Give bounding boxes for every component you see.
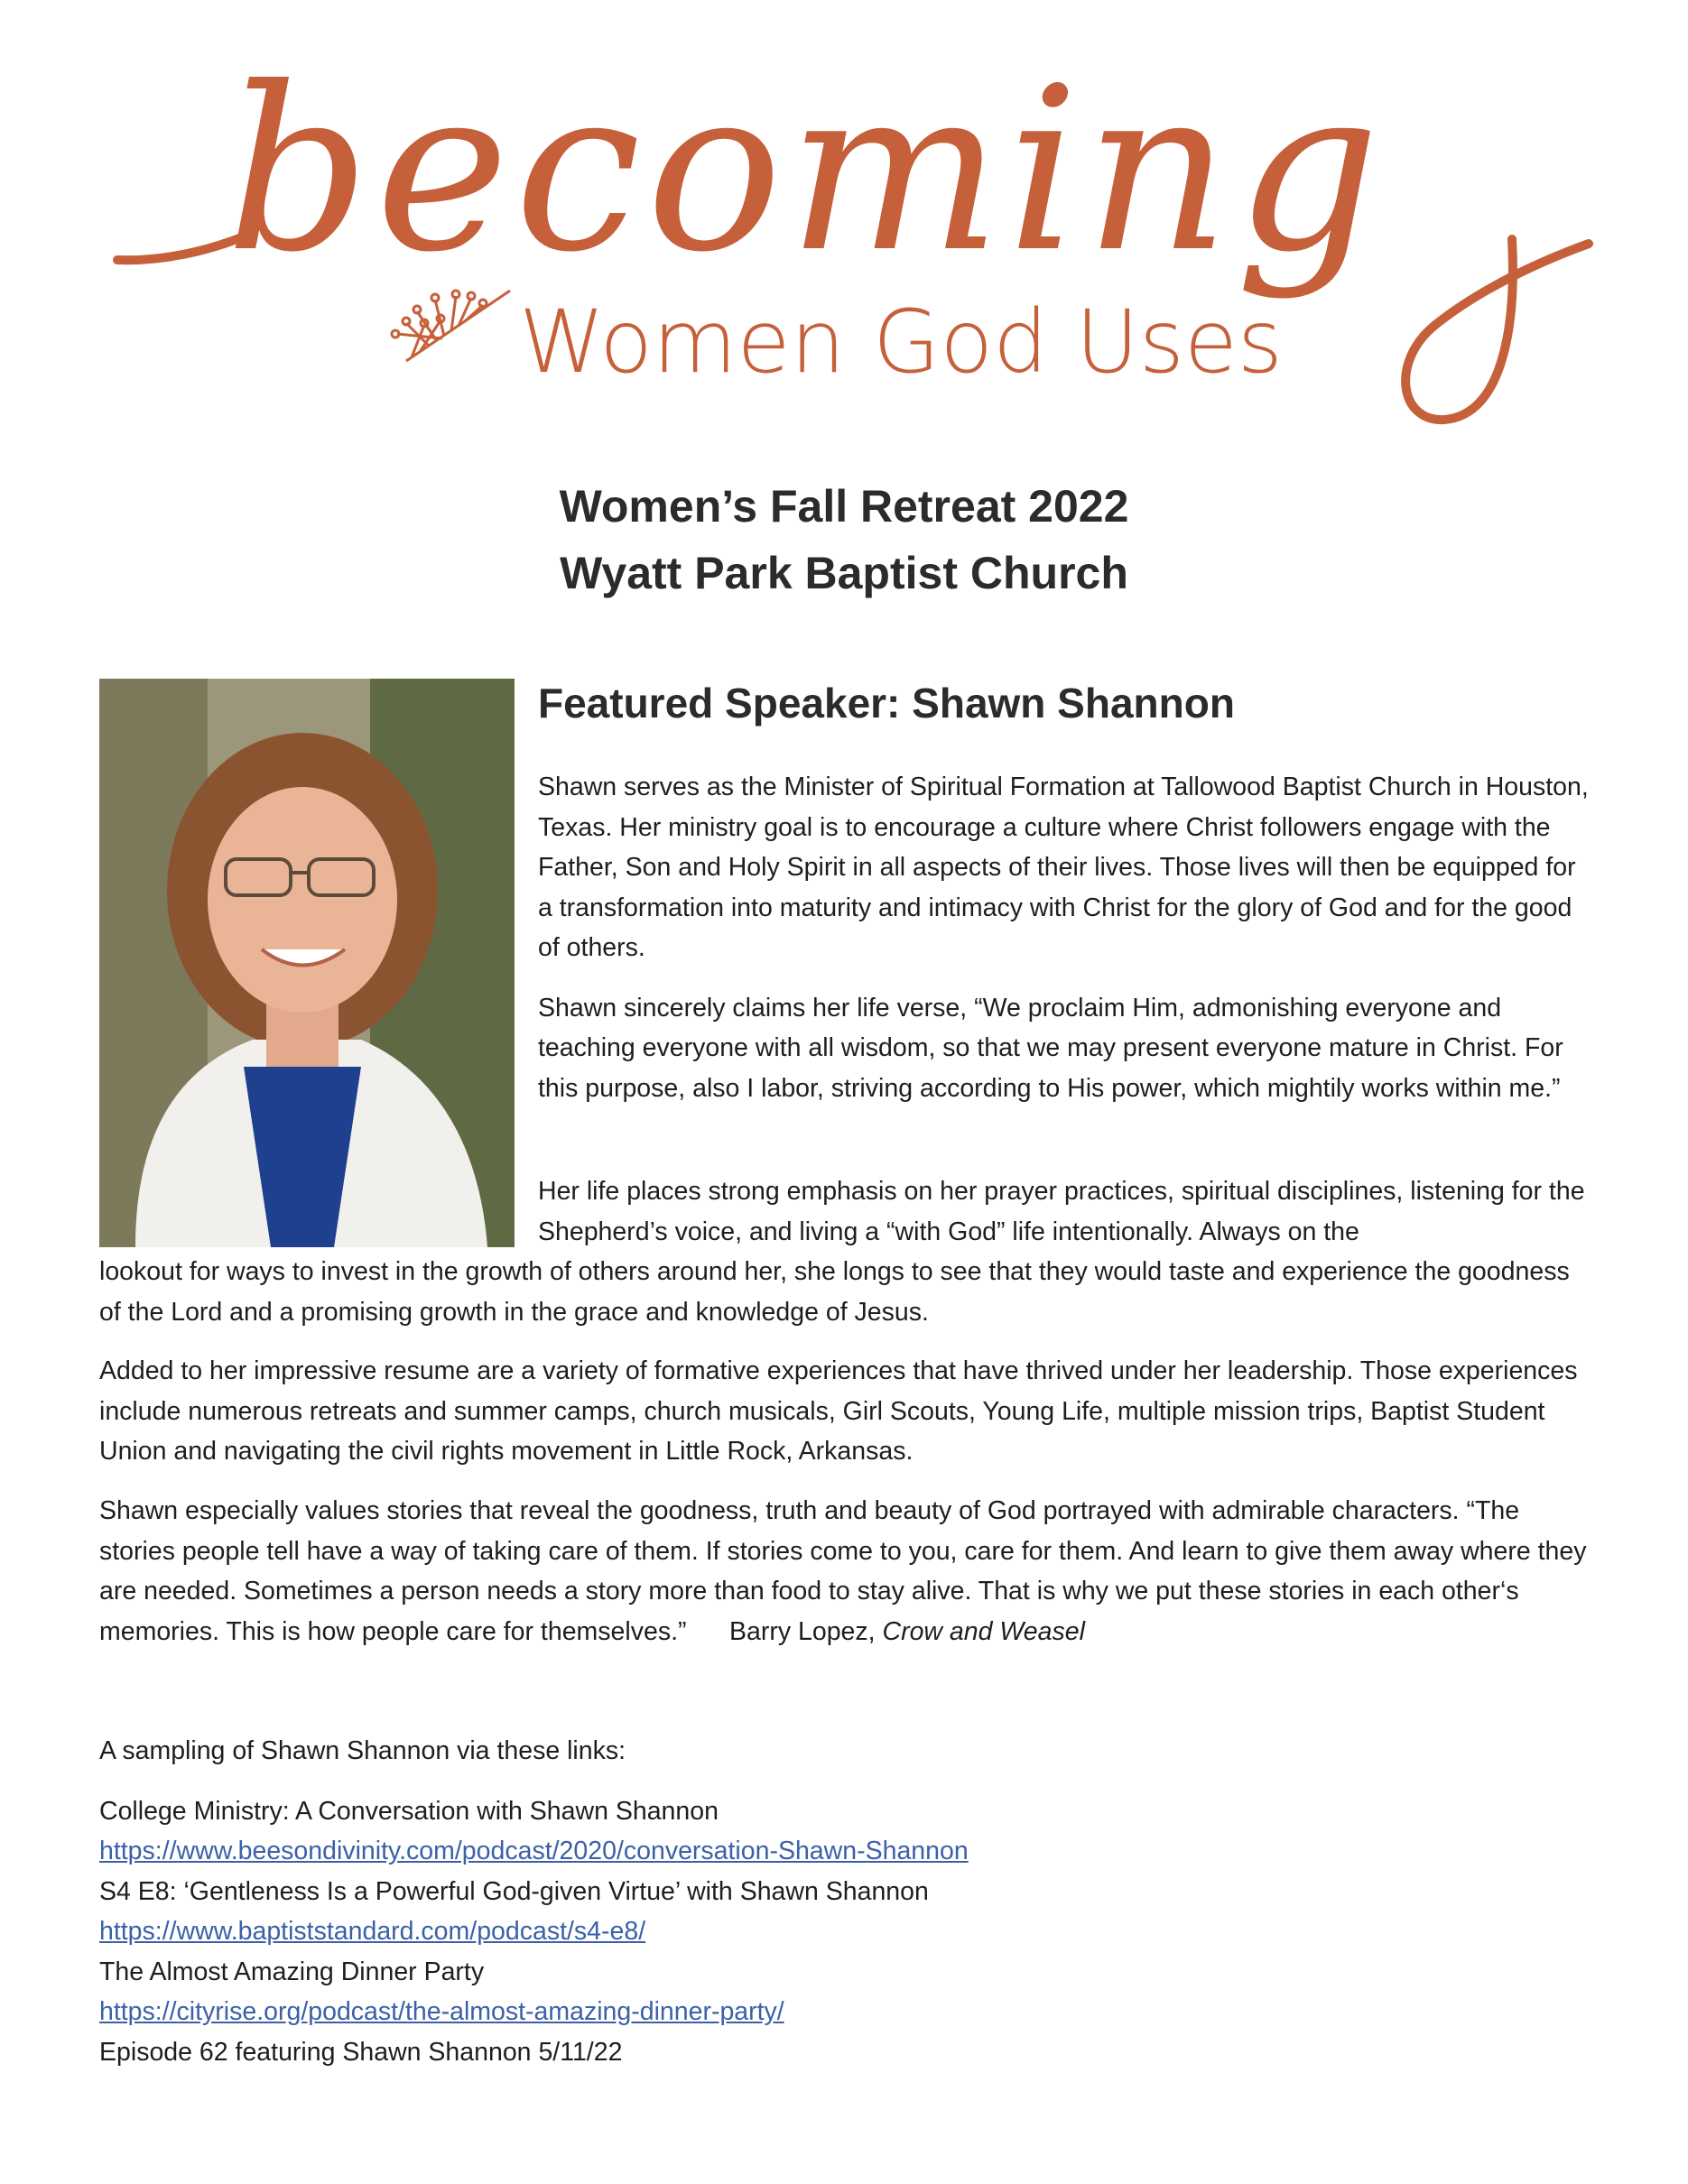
link-title: The Almost Amazing Dinner Party — [99, 1957, 485, 1986]
link-item — [99, 1952, 1363, 2032]
logo-graphic — [108, 36, 1598, 451]
quote-source: Crow and Weasel — [882, 1616, 1085, 1646]
links-section — [99, 1731, 1363, 2072]
link-title: S4 E8: ‘Gentleness Is a Powerful God-given Virtue’ with Shawn Shannon — [99, 1876, 929, 1906]
bio-paragraph-3-start: Her life places strong emphasis on her prayer practices, spiritual disciplines, listening for the Shepherd’s voice, and living a “with God” life intentionally. Always on the — [538, 1177, 1585, 1246]
quote-text: Shawn especially values stories that reveal the goodness, truth and beauty of God portrayed with admirable characters. “The stories people tell have a way of taking care of them. If stories come to you, care for them. And learn to give them away where they are needed. Sometimes a person needs a story more than food to stay alive. That is why we put these stories in each other‘s memories. This is how people care for themselves.” — [99, 1496, 1587, 1646]
event-titles — [0, 473, 1688, 606]
links-intro: A sampling of Shawn Shannon via these links: — [99, 1736, 626, 1765]
link-url[interactable]: https://www.beesondivinity.com/podcast/2020/conversation-Shawn-Shannon — [99, 1837, 969, 1865]
bio-paragraph-3-end: lookout for ways to invest in the growth of others around her, she longs to see that they would taste and experience the goodness of the Lord and a promising growth in the grace and knowledge of Jesus. — [99, 1257, 1570, 1327]
event-venue: Wyatt Park Baptist Church — [560, 548, 1128, 598]
link-item — [99, 1872, 1363, 1952]
speaker-photo — [99, 679, 515, 1247]
logo-script-word: becoming — [226, 39, 1386, 301]
becoming-logo — [108, 36, 1598, 451]
featured-speaker-heading: Featured Speaker: Shawn Shannon — [538, 680, 1235, 726]
bio-paragraph-5 — [99, 1491, 1593, 1652]
event-title: Women’s Fall Retreat 2022 — [559, 481, 1129, 532]
link-item — [99, 1791, 1363, 1872]
logo-subtitle: Women God Uses — [519, 292, 1283, 393]
link-url[interactable]: https://www.baptiststandard.com/podcast/s4-e8/ — [99, 1917, 646, 1946]
link-url[interactable]: https://cityrise.org/podcast/the-almost-amazing-dinner-party/ — [99, 1997, 784, 2026]
bio-paragraph-1: Shawn serves as the Minister of Spiritual Formation at Tallowood Baptist Church in Houston, Texas. Her ministry goal is to encourage a culture where Christ followers engage with the Father, Son and Holy Spirit in all aspects of their lives. Those lives will then be equipped for a transformation into maturity and intimacy with Christ for the glory of God and for the good of others. — [538, 773, 1589, 962]
quote-attribution: Barry Lopez, — [729, 1616, 883, 1646]
link-title: College Ministry: A Conversation with Shawn Shannon — [99, 1796, 719, 1826]
bio-paragraph-2: Shawn sincerely claims her life verse, “We proclaim Him, admonishing everyone and teaching everyone with all wisdom, so that we may present everyone mature in Christ. For this purpose, also I labor, striving according to His power, which mightily works within me.” — [538, 993, 1563, 1103]
bio-paragraph-4: Added to her impressive resume are a variety of formative experiences that have thrived under her leadership. Those experiences include numerous retreats and summer camps, church musicals, Girl Scouts, Young Life, multiple mission trips, Baptist Student Union and navigating the civil rights movement in Little Rock, Arkansas. — [99, 1356, 1578, 1466]
bio-column — [538, 767, 1590, 1128]
links-footer: Episode 62 featuring Shawn Shannon 5/11/22 — [99, 2037, 623, 2067]
